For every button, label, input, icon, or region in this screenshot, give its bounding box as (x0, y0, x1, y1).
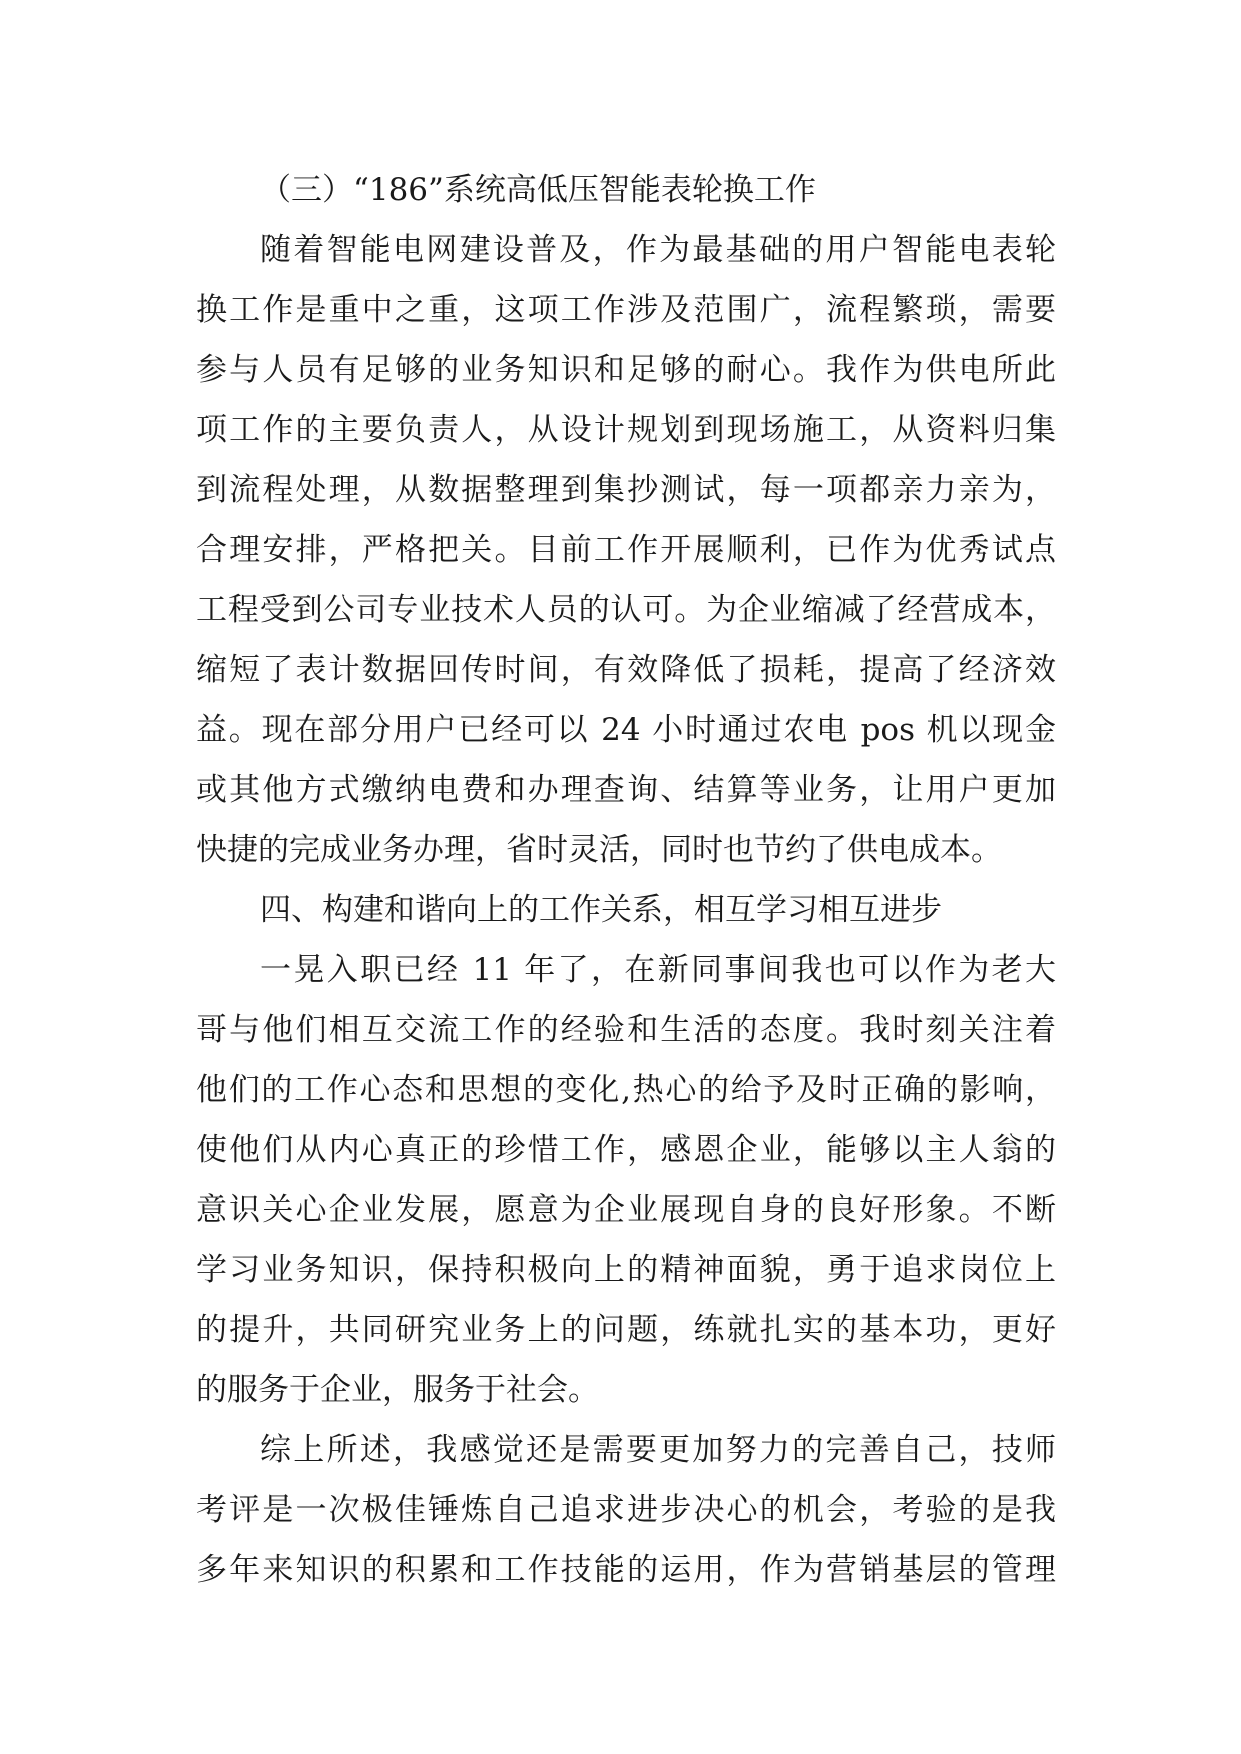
paragraph-line: 合理安排，严格把关。目前工作开展顺利，已作为优秀试点 (196, 532, 1056, 568)
paragraph-line: 工程受到公司专业技术人员的认可。为企业缩减了经营成本， (196, 592, 1056, 628)
paragraph-line: 意识关心企业发展，愿意为企业展现自身的良好形象。不断 (196, 1192, 1056, 1228)
paragraph-line: 到流程处理，从数据整理到集抄测试，每一项都亲力亲为， (196, 472, 1056, 508)
paragraph-line: 缩短了表计数据回传时间，有效降低了损耗，提高了经济效 (196, 652, 1056, 688)
paragraph-line: 哥与他们相互交流工作的经验和生活的态度。我时刻关注着 (196, 1012, 1056, 1048)
section-heading-4: 四、构建和谐向上的工作关系，相互学习相互进步 (260, 892, 942, 928)
paragraph-line: 综上所述，我感觉还是需要更加努力的完善自己，技师 (260, 1432, 1056, 1468)
paragraph-line: 一晃入职已经 11 年了，在新同事间我也可以作为老大 (260, 952, 1056, 988)
paragraph-line: 快捷的完成业务办理，省时灵活，同时也节约了供电成本。 (196, 832, 1002, 868)
paragraph-line: 考评是一次极佳锤炼自己追求进步决心的机会，考验的是我 (196, 1492, 1056, 1528)
section-heading-3: （三）“186”系统高低压智能表轮换工作 (260, 172, 816, 208)
paragraph-line: 的提升，共同研究业务上的问题，练就扎实的基本功，更好 (196, 1312, 1056, 1348)
paragraph-line: 使他们从内心真正的珍惜工作，感恩企业，能够以主人翁的 (196, 1132, 1056, 1168)
paragraph-line: 的服务于企业，服务于社会。 (196, 1372, 599, 1408)
paragraph-line: 他们的工作心态和思想的变化,热心的给予及时正确的影响， (196, 1072, 1056, 1108)
paragraph-line: 换工作是重中之重，这项工作涉及范围广，流程繁琐，需要 (196, 292, 1056, 328)
paragraph-line: 项工作的主要负责人，从设计规划到现场施工，从资料归集 (196, 412, 1056, 448)
document-body (196, 160, 1056, 1600)
paragraph-line: 益。现在部分用户已经可以 24 小时通过农电 pos 机以现金 (196, 712, 1056, 748)
paragraph-line: 随着智能电网建设普及，作为最基础的用户智能电表轮 (260, 232, 1056, 268)
paragraph-line: 多年来知识的积累和工作技能的运用，作为营销基层的管理 (196, 1552, 1056, 1588)
paragraph-line: 或其他方式缴纳电费和办理查询、结算等业务，让用户更加 (196, 772, 1056, 808)
paragraph-line: 学习业务知识，保持积极向上的精神面貌，勇于追求岗位上 (196, 1252, 1056, 1288)
paragraph-line: 参与人员有足够的业务知识和足够的耐心。我作为供电所此 (196, 352, 1056, 388)
